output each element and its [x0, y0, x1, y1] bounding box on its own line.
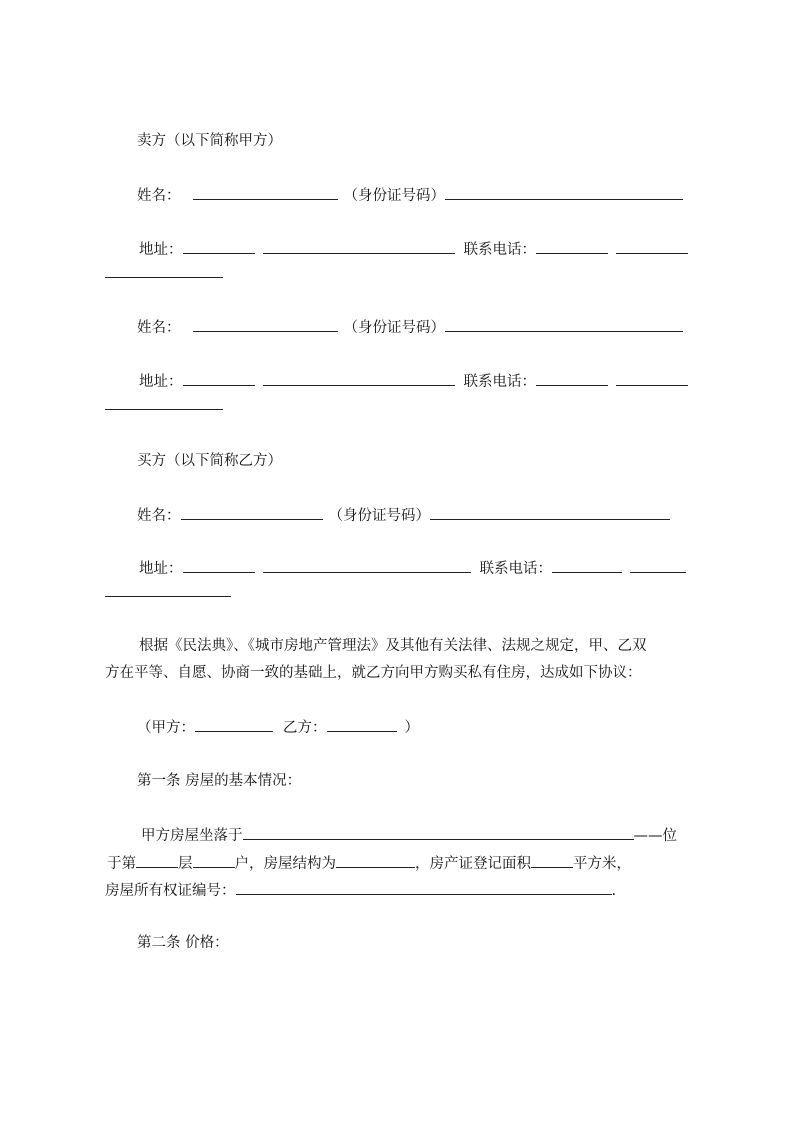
- seller1-name-row: [137, 185, 683, 206]
- id-label: （身份证号码）: [328, 508, 430, 524]
- buyer-name-row: [137, 505, 670, 526]
- article1-title: 第一条 房屋的基本情况：: [137, 773, 302, 789]
- buyer-address-row: [139, 558, 686, 579]
- seller1-phone-continue: [105, 263, 223, 284]
- seller1-address-row: [139, 239, 688, 260]
- phone-blank-2[interactable]: [630, 558, 686, 573]
- address-blank-1[interactable]: [183, 558, 255, 573]
- article1-line-1: [141, 825, 677, 846]
- party-b-label: 乙方：: [283, 720, 327, 736]
- address-blank-2[interactable]: [263, 239, 455, 254]
- address-blank-1[interactable]: [183, 371, 255, 386]
- party-a-blank[interactable]: [195, 717, 273, 732]
- seller2-address-row: [139, 371, 688, 392]
- cert-no-label: 房屋所有权证编号：: [105, 883, 236, 899]
- phone-blank-1[interactable]: [536, 371, 608, 386]
- id-blank[interactable]: [445, 317, 683, 332]
- buyer-phone-continue: [105, 582, 231, 603]
- name-label: 姓名：: [137, 188, 181, 204]
- phone-blank-2[interactable]: [616, 239, 688, 254]
- address-blank-1[interactable]: [183, 239, 255, 254]
- address-blank-2[interactable]: [263, 371, 455, 386]
- phone-label: 联系电话：: [463, 242, 536, 258]
- unit-blank[interactable]: [193, 853, 235, 868]
- preamble-line-1: 根据《民法典》、《城市房地产管理法》及其他有关法律、法规之规定，甲、乙双: [139, 638, 647, 654]
- name-label: 姓名：: [137, 508, 181, 524]
- structure-blank[interactable]: [336, 853, 415, 868]
- period: .: [611, 883, 617, 899]
- id-blank[interactable]: [430, 505, 670, 520]
- area-blank[interactable]: [531, 853, 573, 868]
- name-blank[interactable]: [193, 185, 338, 200]
- article1-line-2: [107, 853, 631, 874]
- preamble-line-2: 方在平等、自愿、协商一致的基础上，就乙方向甲方购买私有住房，达成如下协议：: [105, 665, 642, 681]
- located-label: 甲方房屋坐落于: [141, 828, 243, 844]
- name-blank[interactable]: [193, 317, 338, 332]
- id-label: （身份证号码）: [343, 320, 445, 336]
- parties-line: [137, 717, 419, 738]
- article2-title: 第二条 价格：: [137, 935, 229, 951]
- address-label: 地址：: [139, 242, 183, 258]
- phone-blank-1[interactable]: [536, 239, 608, 254]
- buyer-heading: 买方（以下简称乙方）: [137, 453, 282, 469]
- phone-blank-1[interactable]: [552, 558, 622, 573]
- phone-blank-2[interactable]: [616, 371, 688, 386]
- id-blank[interactable]: [445, 185, 683, 200]
- floor-blank[interactable]: [136, 853, 178, 868]
- phone-label: 联系电话：: [463, 374, 536, 390]
- name-blank[interactable]: [181, 505, 323, 520]
- open-paren: （: [137, 720, 152, 736]
- address-blank-2[interactable]: [263, 558, 471, 573]
- phone-label: 联系电话：: [479, 561, 552, 577]
- name-label: 姓名：: [137, 320, 181, 336]
- yu-di-label: 于第: [107, 856, 136, 872]
- phone-blank-3[interactable]: [105, 582, 231, 597]
- phone-blank-3[interactable]: [105, 395, 223, 410]
- seller2-name-row: [137, 317, 683, 338]
- seller-heading: 卖方（以下简称甲方）: [137, 133, 282, 149]
- address-label: 地址：: [139, 374, 183, 390]
- structure-label: 户，房屋结构为: [234, 856, 336, 872]
- party-a-label: 甲方：: [151, 720, 195, 736]
- seller2-phone-continue: [105, 395, 223, 416]
- ceng-label: 层: [178, 856, 193, 872]
- location-blank[interactable]: [243, 825, 634, 840]
- dash-wei: ——位: [633, 828, 677, 844]
- address-label: 地址：: [139, 561, 183, 577]
- cert-no-blank[interactable]: [236, 880, 612, 895]
- cert-area-label: ，房产证登记面积: [415, 856, 531, 872]
- party-b-blank[interactable]: [327, 717, 397, 732]
- phone-blank-3[interactable]: [105, 263, 223, 278]
- sqm-label: 平方米，: [573, 856, 631, 872]
- article1-line-3: [105, 880, 616, 901]
- id-label: （身份证号码）: [343, 188, 445, 204]
- close-paren: ）: [404, 720, 419, 736]
